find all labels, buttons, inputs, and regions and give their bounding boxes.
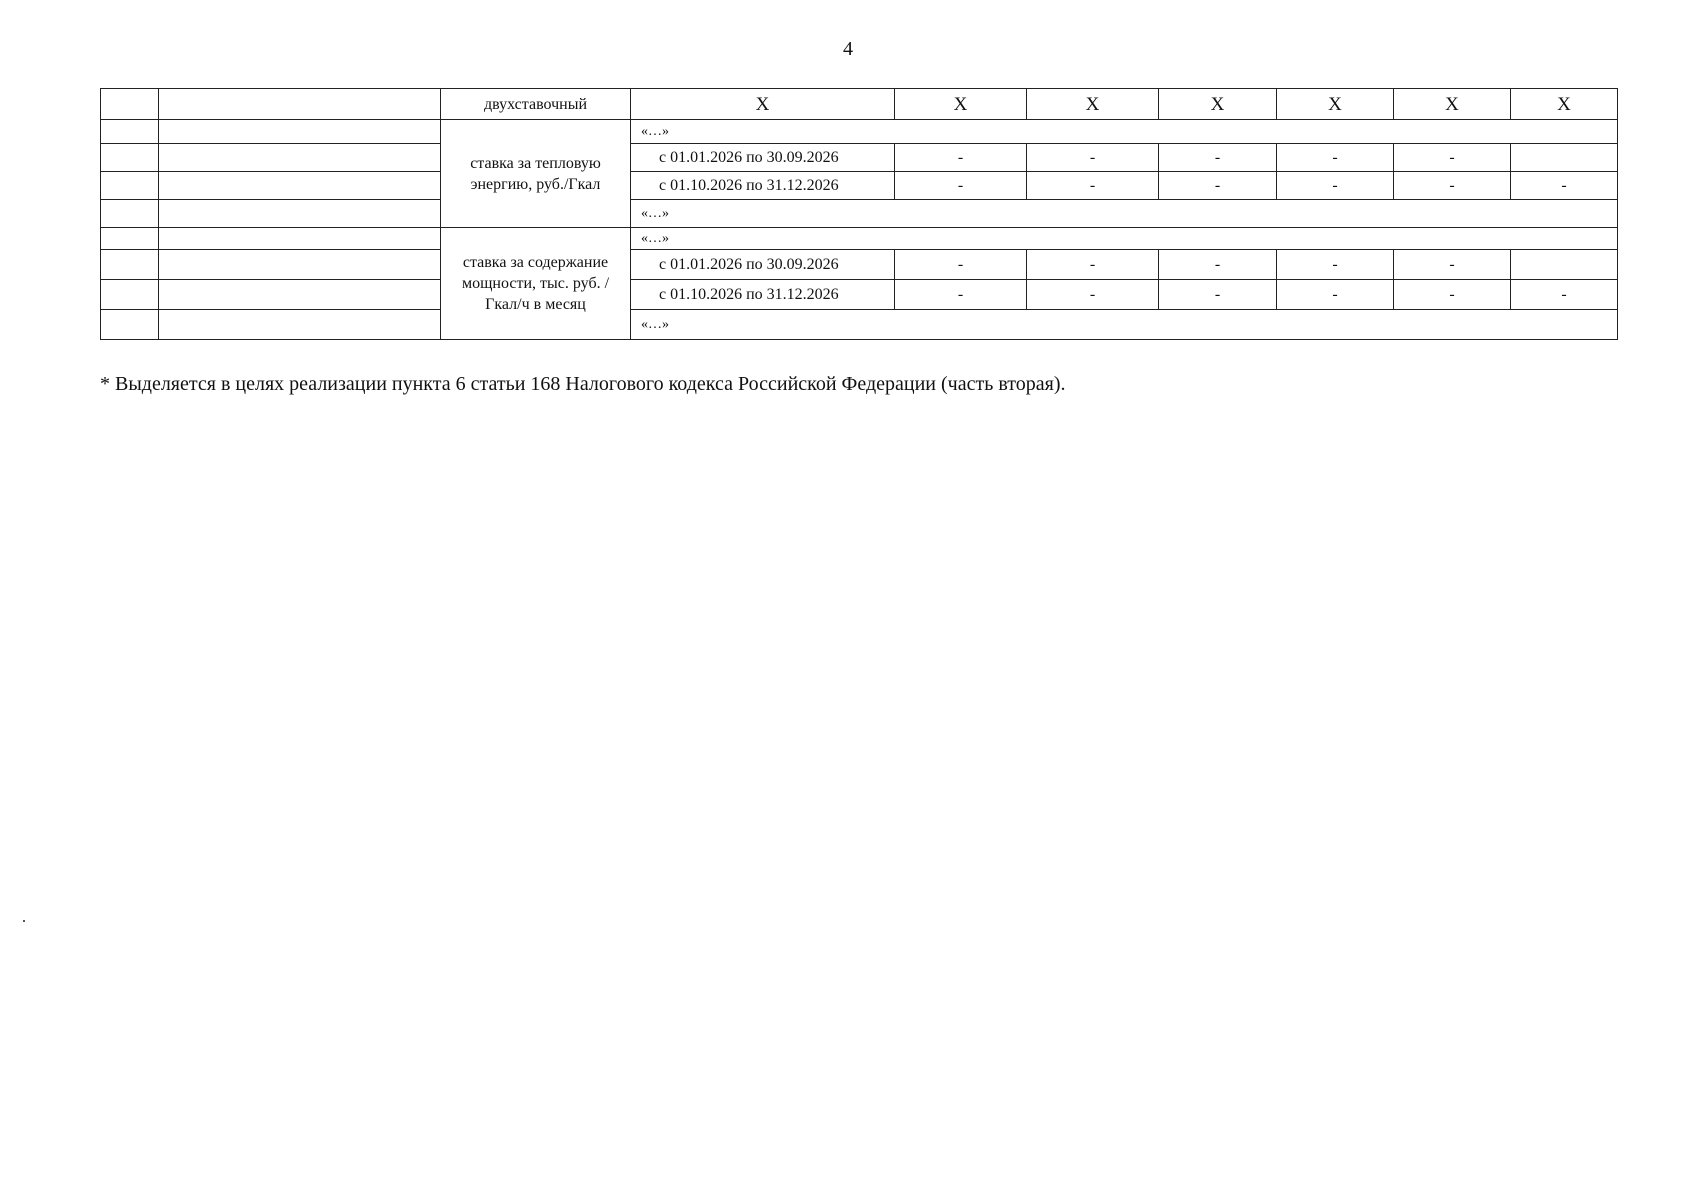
table-cell-empty [101, 250, 159, 280]
dash-cell: - [1394, 144, 1511, 172]
page-number: 4 [843, 38, 853, 60]
table-cell-empty [1511, 250, 1618, 280]
dash-cell: - [1277, 280, 1394, 310]
table-cell-empty [101, 144, 159, 172]
table-row [101, 280, 1618, 310]
dash-cell: - [1159, 144, 1277, 172]
footnote: * Выделяется в целях реализации пункта 6 статьи 168 Налогового кодекса Российской Федерации (часть вторая). [100, 373, 1066, 395]
two-part-label: двухставочный [441, 89, 631, 120]
table-cell-empty [159, 200, 441, 228]
scan-speck [23, 920, 25, 922]
table-row [101, 120, 1618, 144]
dash-cell: - [895, 172, 1027, 200]
x-mark: Х [1394, 89, 1511, 120]
dash-cell: - [1394, 250, 1511, 280]
table-cell-empty [101, 89, 159, 120]
dash-cell: - [1027, 144, 1159, 172]
x-mark: Х [1159, 89, 1277, 120]
table-cell-empty [101, 310, 159, 340]
table-cell-empty [101, 120, 159, 144]
table-cell-empty [159, 89, 441, 120]
dash-cell: - [895, 280, 1027, 310]
table-cell-empty [101, 280, 159, 310]
period-cell: с 01.10.2026 по 31.12.2026 [631, 172, 895, 200]
table-cell-empty [159, 250, 441, 280]
table-cell-empty [159, 144, 441, 172]
x-mark: Х [1027, 89, 1159, 120]
table-row [101, 228, 1618, 250]
dash-cell: - [1394, 172, 1511, 200]
dash-cell: - [895, 250, 1027, 280]
table-row [101, 172, 1618, 200]
x-mark: Х [1511, 89, 1618, 120]
period-cell: с 01.01.2026 по 30.09.2026 [631, 144, 895, 172]
dash-cell: - [1511, 280, 1618, 310]
dash-cell: - [1159, 280, 1277, 310]
x-mark: Х [631, 89, 895, 120]
dash-cell: - [895, 144, 1027, 172]
dash-cell: - [1027, 280, 1159, 310]
capacity-rate-label: ставка за содержание мощности, тыс. руб. /Гкал/ч в месяц [441, 228, 631, 340]
table-row [101, 310, 1618, 340]
dash-cell: - [1027, 172, 1159, 200]
heat-energy-rate-label: ставка за тепловую энергию, руб./Гкал [441, 120, 631, 228]
x-mark: Х [1277, 89, 1394, 120]
table-cell-empty [101, 172, 159, 200]
x-mark: Х [895, 89, 1027, 120]
table-row [101, 250, 1618, 280]
table-cell-empty [159, 310, 441, 340]
ellipsis-cell: «…» [631, 310, 1618, 340]
table-cell-empty [101, 228, 159, 250]
ellipsis-cell: «…» [631, 120, 1618, 144]
table-row-two-part [101, 89, 1618, 120]
table-cell-empty [101, 200, 159, 228]
period-cell: с 01.01.2026 по 30.09.2026 [631, 250, 895, 280]
table-row [101, 144, 1618, 172]
table-cell-empty [159, 228, 441, 250]
table-cell-empty [1511, 144, 1618, 172]
dash-cell: - [1277, 172, 1394, 200]
table-cell-empty [159, 172, 441, 200]
dash-cell: - [1159, 172, 1277, 200]
tariff-table [100, 88, 1618, 340]
ellipsis-cell: «…» [631, 200, 1618, 228]
dash-cell: - [1277, 250, 1394, 280]
table-row [101, 200, 1618, 228]
table-cell-empty [159, 280, 441, 310]
period-cell: с 01.10.2026 по 31.12.2026 [631, 280, 895, 310]
dash-cell: - [1511, 172, 1618, 200]
dash-cell: - [1277, 144, 1394, 172]
table-cell-empty [159, 120, 441, 144]
dash-cell: - [1027, 250, 1159, 280]
dash-cell: - [1159, 250, 1277, 280]
dash-cell: - [1394, 280, 1511, 310]
ellipsis-cell: «…» [631, 228, 1618, 250]
